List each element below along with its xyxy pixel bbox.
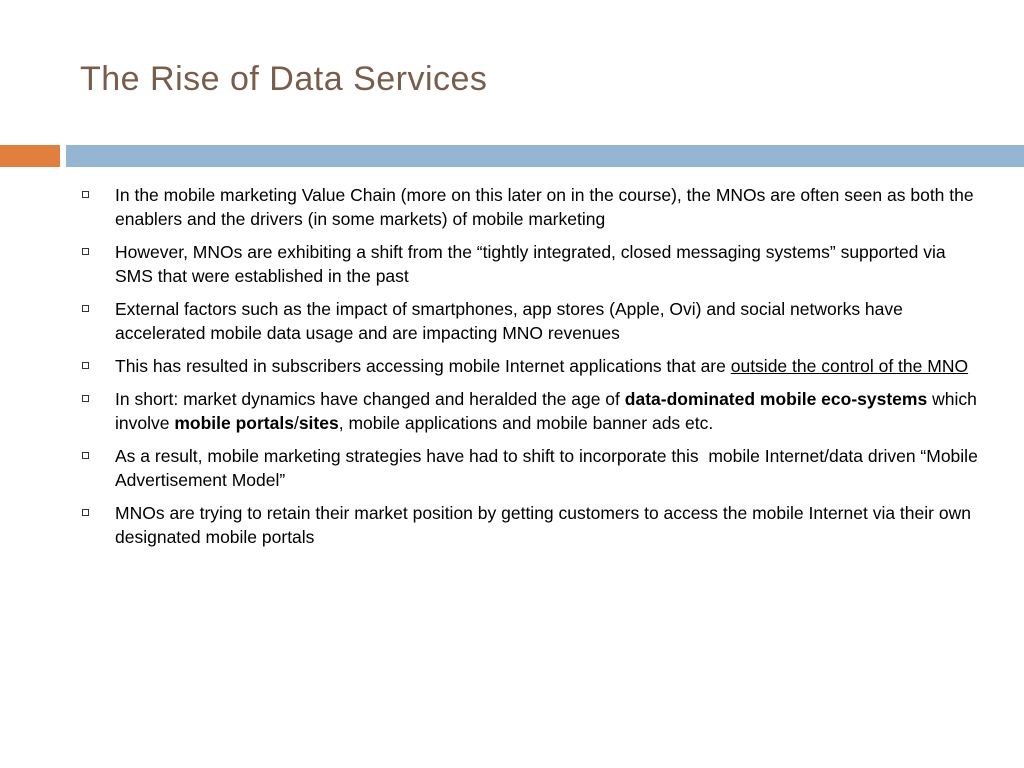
hollow-square-bullet-icon (82, 248, 89, 255)
bullet-bold-text: mobile portals (174, 413, 294, 433)
bullet-text: External factors such as the impact of smartphones, app stores (Apple, Ovi) and social networks have accelerated mobile data usage and are impacting MNO revenues (115, 299, 903, 343)
bullet-bold-text: sites (298, 413, 339, 433)
bullet-text: However, MNOs are exhibiting a shift from the “tightly integrated, closed messaging systems” supported via SMS that were established in the past (115, 242, 946, 286)
bullet-text: , mobile applications and mobile banner ads etc. (338, 413, 714, 433)
hollow-square-bullet-icon (82, 191, 89, 198)
bullet-underlined-text: outside the control of the MNO (730, 356, 969, 376)
bullet-text: MNOs are trying to retain their market position by getting customers to access the mobile Internet via their own designated mobile portals (115, 503, 971, 547)
bullet-text: In short: market dynamics have changed and heralded the age of (115, 389, 625, 409)
slide-title: The Rise of Data Services (80, 60, 488, 98)
hollow-square-bullet-icon (82, 362, 89, 369)
hollow-square-bullet-icon (82, 509, 89, 516)
bullet-bold-text: data-dominated mobile eco-systems (624, 389, 928, 409)
bullet-text: which involve (115, 389, 977, 433)
bullet-item (82, 183, 982, 231)
bullet-text: This has resulted in subscribers accessing mobile Internet applications that are (115, 356, 731, 376)
bullet-item (82, 354, 982, 378)
bullet-item (82, 297, 982, 345)
bullet-text: As a result, mobile marketing strategies have had to shift to incorporate this mobile Internet/data driven “Mobile Advertisement Model” (115, 446, 982, 490)
bullet-list (82, 183, 982, 558)
bullet-item (82, 240, 982, 288)
bullet-text: / (293, 413, 299, 433)
hollow-square-bullet-icon (82, 452, 89, 459)
bullet-item (82, 387, 982, 435)
header-bar (66, 145, 1024, 167)
bullet-item (82, 501, 982, 549)
bullet-item (82, 444, 982, 492)
hollow-square-bullet-icon (82, 395, 89, 402)
accent-bar (0, 145, 60, 167)
hollow-square-bullet-icon (82, 305, 89, 312)
bullet-text: In the mobile marketing Value Chain (more on this later on in the course), the MNOs are often seen as both the enablers and the drivers (in some markets) of mobile marketing (115, 185, 974, 229)
